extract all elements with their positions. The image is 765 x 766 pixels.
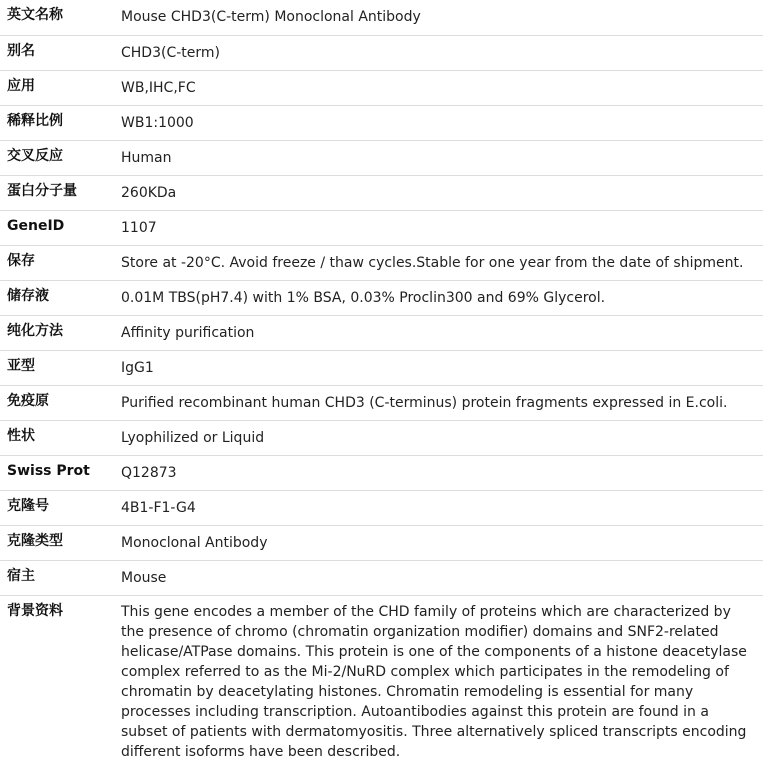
spec-value: Purified recombinant human CHD3 (C-terminus) protein fragments expressed in E.coli. xyxy=(113,385,763,420)
spec-row-alias xyxy=(0,35,763,70)
spec-row-purification xyxy=(0,315,763,350)
spec-label: 英文名称 xyxy=(0,0,113,35)
spec-label: 宿主 xyxy=(0,560,113,595)
spec-label: 克隆类型 xyxy=(0,525,113,560)
spec-label: 性状 xyxy=(0,420,113,455)
spec-label: 背景资料 xyxy=(7,602,63,619)
spec-label: 纯化方法 xyxy=(0,315,113,350)
spec-row-reactivity xyxy=(0,140,763,175)
spec-row-form xyxy=(0,420,763,455)
spec-label: 保存 xyxy=(0,245,113,280)
spec-row-clone-number xyxy=(0,490,763,525)
spec-row-application xyxy=(0,70,763,105)
spec-value: Affinity purification xyxy=(113,315,763,350)
spec-row-isotype xyxy=(0,350,763,385)
spec-row-gene-id xyxy=(0,210,763,245)
spec-label: GeneID xyxy=(0,210,113,245)
spec-row-clonality xyxy=(0,525,763,560)
spec-label: 储存液 xyxy=(0,280,113,315)
spec-value: Human xyxy=(113,140,763,175)
spec-label: 克隆号 xyxy=(0,490,113,525)
spec-value-background: This gene encodes a member of the CHD family of proteins which are characterized by the presence of chromo (chromatin organization modifier) domains and SNF2-related helicase/ATPase domains. This protein is one of the components of a histone deacetylase complex referred to as the Mi-2/NuRD complex which participates in the remodeling of chromatin by deacetylating histones. Chromatin remodeling is essential for many processes including transcription. Autoantibodies against this protein are found in a subset of patients with dermatomyositis. Three alternatively spliced transcripts encoding different isoforms have been described. xyxy=(121,603,747,760)
spec-value: 260KDa xyxy=(113,175,763,210)
spec-label: 别名 xyxy=(0,35,113,70)
spec-value: 0.01M TBS(pH7.4) with 1% BSA, 0.03% Proclin300 and 69% Glycerol. xyxy=(113,280,763,315)
spec-value: Monoclonal Antibody xyxy=(113,525,763,560)
spec-row-swiss-prot xyxy=(0,455,763,490)
spec-row-immunogen xyxy=(0,385,763,420)
spec-value: WB,IHC,FC xyxy=(113,70,763,105)
spec-value: Store at -20°C. Avoid freeze / thaw cycles.Stable for one year from the date of shipment. xyxy=(113,245,763,280)
spec-value: WB1:1000 xyxy=(113,105,763,140)
spec-value: Mouse CHD3(C-term) Monoclonal Antibody xyxy=(113,0,763,35)
spec-value: IgG1 xyxy=(113,350,763,385)
spec-label: 交叉反应 xyxy=(0,140,113,175)
spec-value: Mouse xyxy=(113,560,763,595)
spec-value: CHD3(C-term) xyxy=(113,35,763,70)
spec-value: Q12873 xyxy=(113,455,763,490)
spec-row-host xyxy=(0,560,763,595)
spec-row-dilution xyxy=(0,105,763,140)
spec-row-background xyxy=(0,595,763,766)
spec-label: 应用 xyxy=(0,70,113,105)
spec-label: 蛋白分子量 xyxy=(0,175,113,210)
spec-row-molecular-weight xyxy=(0,175,763,210)
spec-value: 1107 xyxy=(113,210,763,245)
spec-value: 4B1-F1-G4 xyxy=(113,490,763,525)
spec-value: Lyophilized or Liquid xyxy=(113,420,763,455)
spec-label: 免疫原 xyxy=(0,385,113,420)
spec-label: 亚型 xyxy=(0,350,113,385)
spec-row-english-name xyxy=(0,0,763,35)
spec-row-storage xyxy=(0,245,763,280)
spec-row-buffer xyxy=(0,280,763,315)
spec-label: 稀释比例 xyxy=(0,105,113,140)
spec-label: Swiss Prot xyxy=(0,455,113,490)
